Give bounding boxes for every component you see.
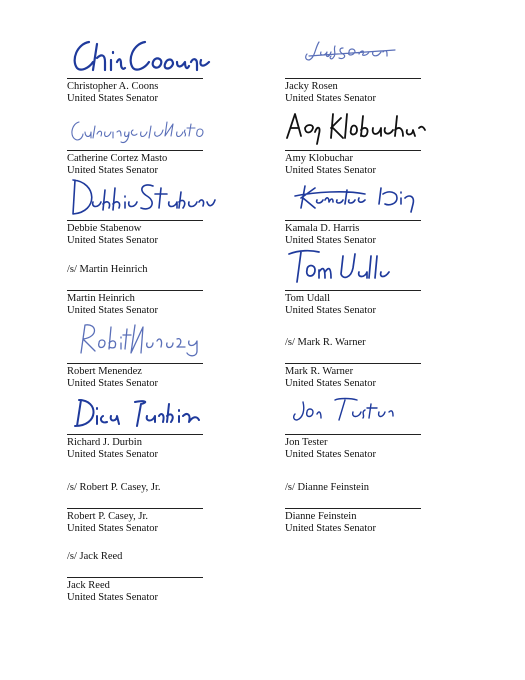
typed-signature: /s/ Robert P. Casey, Jr. [67, 482, 161, 493]
signature-line [285, 220, 421, 221]
signature-block-stabenow [67, 220, 217, 247]
signatory-title: United States Senator [67, 523, 158, 534]
signature-line [67, 290, 203, 291]
signature-line [67, 363, 203, 364]
signatory-name: Robert P. Casey, Jr. [67, 511, 148, 522]
signatory-title: United States Senator [67, 592, 158, 603]
handwritten-signature-cortez-masto [67, 104, 217, 148]
signature-line [67, 508, 203, 509]
typed-signature: /s/ Mark R. Warner [285, 337, 366, 348]
signature-block-durbin [67, 434, 217, 461]
handwritten-signature-coons [67, 32, 217, 76]
signatory-title: United States Senator [285, 449, 376, 460]
signature-block-udall [285, 290, 435, 317]
handwritten-signature-tester [285, 390, 435, 432]
signatory-name: Jon Tester [285, 437, 328, 448]
handwritten-signature-harris [285, 174, 435, 218]
signatory-title: United States Senator [67, 378, 158, 389]
signatory-name: Kamala D. Harris [285, 223, 360, 234]
signatory-name: Debbie Stabenow [67, 223, 142, 234]
signatory-name: Martin Heinrich [67, 293, 135, 304]
signatory-title: United States Senator [67, 235, 158, 246]
signature-block-menendez [67, 363, 217, 390]
signatory-title: United States Senator [285, 305, 376, 316]
signature-line [285, 150, 421, 151]
signatory-name: Jacky Rosen [285, 81, 338, 92]
signatory-name: Robert Menendez [67, 366, 142, 377]
typed-signature: /s/ Martin Heinrich [67, 264, 148, 275]
signature-line [67, 434, 203, 435]
typed-signature: /s/ Dianne Feinstein [285, 482, 369, 493]
handwritten-signature-rosen [285, 32, 435, 76]
signature-line [285, 508, 421, 509]
signatory-name: Dianne Feinstein [285, 511, 357, 522]
signature-block-casey [67, 482, 217, 535]
signatory-title: United States Senator [285, 378, 376, 389]
signature-line [285, 78, 421, 79]
signature-line [67, 150, 203, 151]
signatory-title: United States Senator [67, 305, 158, 316]
signature-line [285, 290, 421, 291]
signature-line [67, 78, 203, 79]
handwritten-signature-menendez [67, 313, 217, 361]
signatory-title: United States Senator [67, 165, 158, 176]
handwritten-signature-klobuchar [285, 104, 435, 148]
signature-block-tester [285, 434, 435, 461]
signature-block-feinstein [285, 482, 435, 535]
signatory-name: Amy Klobuchar [285, 153, 353, 164]
signatory-title: United States Senator [285, 93, 376, 104]
handwritten-signature-durbin [67, 390, 217, 432]
handwritten-signature-stabenow [67, 172, 217, 218]
signatory-name: Tom Udall [285, 293, 331, 304]
typed-signature: /s/ Jack Reed [67, 551, 123, 562]
signatory-title: United States Senator [67, 93, 158, 104]
signature-block-reed [67, 551, 217, 604]
signature-line [67, 577, 203, 578]
handwritten-signature-udall [285, 242, 435, 288]
signature-block-coons [67, 78, 217, 105]
signature-line [285, 434, 421, 435]
signatory-title: United States Senator [285, 165, 376, 176]
signatory-name: Jack Reed [67, 580, 110, 591]
signature-block-warner [285, 337, 435, 390]
signatory-name: Richard J. Durbin [67, 437, 142, 448]
signatory-title: United States Senator [285, 235, 376, 246]
signatory-name: Christopher A. Coons [67, 81, 159, 92]
signature-line [285, 363, 421, 364]
signatory-title: United States Senator [67, 449, 158, 460]
signature-line [67, 220, 203, 221]
signatory-name: Mark R. Warner [285, 366, 354, 377]
signature-block-rosen [285, 78, 435, 105]
signatory-name: Catherine Cortez Masto [67, 153, 168, 164]
signatory-title: United States Senator [285, 523, 376, 534]
signature-block-klobuchar [285, 150, 435, 177]
